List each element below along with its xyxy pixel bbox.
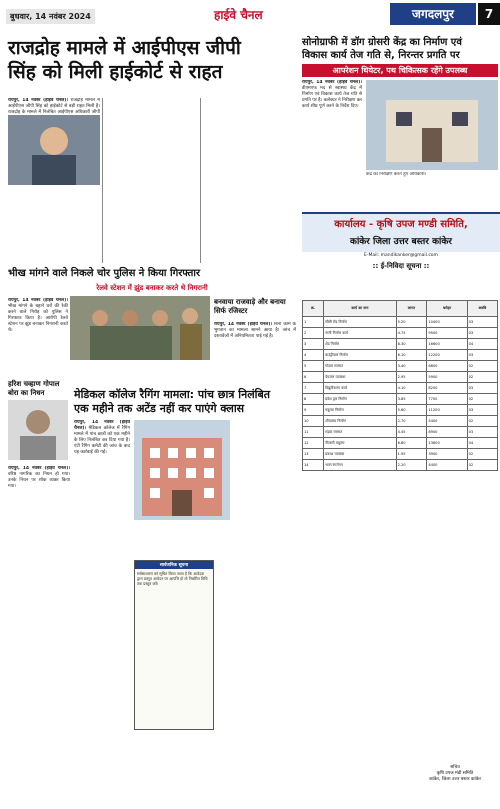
tender-cell: 8200 — [427, 383, 467, 394]
tender-cell: 03 — [467, 405, 497, 416]
column-rule — [102, 98, 103, 263]
tender-cell: 04 — [467, 438, 497, 449]
newspaper-brand: हाईवे चैनल — [214, 8, 263, 22]
tender-col-header: लागत — [396, 301, 427, 317]
tender-cell: सड़क मरम्मत — [324, 427, 396, 438]
obit-photo — [8, 400, 68, 460]
tender-subtitle: कांकेर जिला उत्तर बस्तर कांकेर — [350, 237, 452, 247]
ragging-body-text: मेडिकल कॉलेज में रैगिंग मामले में पांच छात्रों को एक महीने के लिए निलंबित कर दिया गया है। एंटी रैगिंग कमेटी की जांच के बाद यह कार्रवाई की गई। — [74, 426, 130, 455]
tender-cell: 2 — [303, 328, 324, 339]
tender-header — [302, 212, 500, 252]
tender-cell: 2.70 — [396, 416, 427, 427]
tender-cell: 03 — [467, 427, 497, 438]
tender-cell: 3900 — [427, 449, 467, 460]
tender-col-header: धरोहर — [427, 301, 467, 317]
tender-cell: 7700 — [427, 394, 467, 405]
arrest-subhead: रेलवे स्टेशन में झुंड बनाकर करते थे निगरानी — [96, 284, 208, 292]
tender-cell: 02 — [467, 460, 497, 471]
tender-cell: नाली निर्माण कार्य — [324, 328, 396, 339]
tender-cell: बाउंड्रीवाल निर्माण — [324, 350, 396, 361]
tender-row — [303, 361, 498, 372]
tender-row — [303, 416, 498, 427]
tender-cell: विद्युतीकरण कार्य — [324, 383, 396, 394]
tender-cell: 03 — [467, 350, 497, 361]
tender-row — [303, 317, 498, 328]
tender-cell: 6.80 — [396, 438, 427, 449]
ragging-dateline: रायपुर, 14 नवंबर (हाईवे चैनल)। — [74, 420, 130, 431]
ragging-body — [74, 420, 130, 520]
tender-cell: 7 — [303, 383, 324, 394]
classified-title: सार्वजनिक सूचना — [135, 561, 213, 569]
tender-cell: 03 — [467, 328, 497, 339]
arrest-photo — [70, 296, 210, 360]
issue-date: बुधवार, 14 नवंबर 2024 — [6, 9, 95, 24]
tender-cell: 8 — [303, 394, 324, 405]
ragging-headline — [74, 388, 298, 416]
tender-cell: 4.45 — [396, 427, 427, 438]
lead-headline — [8, 36, 298, 84]
tender-cell: 02 — [467, 394, 497, 405]
ragging-headline-line2: एक महीने तक अटेंड नहीं कर पाएंगे क्लास — [74, 402, 245, 415]
tender-cell: 11 — [303, 427, 324, 438]
tender-row — [303, 438, 498, 449]
tender-cell: 9500 — [427, 328, 467, 339]
tender-row — [303, 339, 498, 350]
tender-cell: नीलामी चबूतरा — [324, 438, 396, 449]
tender-cell: चबूतरा निर्माण — [324, 405, 396, 416]
tender-row — [303, 460, 498, 471]
tender-cell: 02 — [467, 449, 497, 460]
lead-headline-line1: राजद्रोह मामले में आईपीएस जीपी — [8, 37, 241, 59]
tender-col-header: क्र. — [303, 301, 324, 317]
bonus-dateline: रायपुर, 14 नवंबर (हाईवे चैनल)। — [214, 322, 273, 327]
tender-cell: 5.60 — [396, 405, 427, 416]
tender-cell: 13 — [303, 449, 324, 460]
tender-cell: 4.75 — [396, 328, 427, 339]
tender-cell: 12 — [303, 438, 324, 449]
obit-headline: हरिश चव्हाण गोपाल बोरा का निधन — [8, 380, 60, 397]
tender-cell: शेड निर्माण — [324, 339, 396, 350]
tender-cell: 10400 — [427, 317, 467, 328]
tender-email: E-Mail: mandikanker@gmail.com — [364, 253, 438, 258]
tender-signature: सचिव कृषि उपज मंडी समिति कांकेर, जिला उत्तर बस्तर कांकेर — [429, 765, 481, 782]
tender-table — [302, 300, 498, 471]
tender-cell: 2.20 — [396, 460, 427, 471]
tender-table-header — [303, 301, 498, 317]
tender-cell: 5.20 — [396, 317, 427, 328]
tender-cell: 2.95 — [396, 372, 427, 383]
tender-cell: 3 — [303, 339, 324, 350]
tender-cell: 6 — [303, 372, 324, 383]
tender-col-header: कार्य का नाम — [324, 301, 396, 317]
arrest-body-text: भीख मांगने के बहाने घरों की रेकी करने वाले गिरोह को पुलिस ने गिरफ्तार किया है। आरोपी रेलवे स्टेशन पर झुंड बनाकर निगरानी करते थे। — [8, 304, 68, 333]
tender-cell: 4400 — [427, 460, 467, 471]
tender-cell: 8.30 — [396, 339, 427, 350]
tender-cell: भवन रंगरोगन — [324, 460, 396, 471]
tender-cell: शौचालय निर्माण — [324, 416, 396, 427]
tender-row — [303, 328, 498, 339]
tender-cell: 10 — [303, 416, 324, 427]
top-right-caption: केंद्र का निरीक्षण करते हुए अधिकारी। — [366, 172, 427, 177]
top-right-photo — [366, 80, 498, 170]
obit-body — [8, 466, 70, 566]
tender-cell: 03 — [467, 317, 497, 328]
tender-cell: 6.10 — [396, 350, 427, 361]
tender-row — [303, 405, 498, 416]
tender-cell: 13600 — [427, 438, 467, 449]
tender-cell: 4 — [303, 350, 324, 361]
edition-city: जगदलपुर — [390, 3, 476, 25]
tender-cell: 3.40 — [396, 361, 427, 372]
tender-cell: 02 — [467, 416, 497, 427]
tender-cell: पेयजल व्यवस्था — [324, 372, 396, 383]
tender-cell: 02 — [467, 361, 497, 372]
tender-cell: 1 — [303, 317, 324, 328]
top-right-headline-line2: विकास कार्य तेज गति से, निरन्तर प्रगति पर — [302, 50, 460, 61]
tender-cell: 03 — [467, 383, 497, 394]
tender-cell: 5400 — [427, 416, 467, 427]
tender-row — [303, 394, 498, 405]
obit-body-text: वरिष्ठ नागरिक का निधन हो गया। उनके निधन पर शोक व्यक्त किया गया। — [8, 472, 70, 489]
tender-cell: 14 — [303, 460, 324, 471]
tender-row — [303, 350, 498, 361]
top-right-banner: आपरेशन थियेटर, पथ चिकित्सक रहेंगे उपलब्ध — [302, 64, 498, 77]
tender-cell: सीसी रोड निर्माण — [324, 317, 396, 328]
ragging-photo — [134, 420, 230, 520]
tender-cell: 5 — [303, 361, 324, 372]
bonus-headline: बनवाया राजवाड़े और बनाया सिर्फ रजिस्टर — [214, 298, 286, 315]
top-right-headline — [302, 36, 498, 62]
bonus-body-text: बिना काम के भुगतान का मामला सामने आया है। जांच में दस्तावेजों में अनियमितता पाई गई है। — [214, 322, 296, 339]
tender-cell: 04 — [467, 339, 497, 350]
arrest-headline: भीख मांगने वाले निकले चोर पुलिस ने किया गिरफ्तार — [8, 268, 201, 279]
page-number: 7 — [478, 3, 500, 25]
tender-cell: 3.85 — [396, 394, 427, 405]
lead-body: राजद्रोह मामले में आईपीएस जीपी सिंह को हाईकोर्ट से बड़ी राहत मिली है। राजद्रोह के मामले में निलंबित आईपीएस अधिकारी जीपी — [8, 98, 100, 115]
lead-photo — [8, 115, 100, 185]
tender-cell: 9 — [303, 405, 324, 416]
tender-title: कार्यालय - कृषि उपज मण्डी समिति, — [334, 219, 468, 230]
lead-headline-line2: सिंह को मिली हाईकोर्ट से राहत — [8, 61, 223, 83]
top-right-body-text: डीएमएफ मद से स्वास्थ्य केंद्र में निर्माण एवं विकास कार्य तेज गति से प्रगति पर है। कलेक्टर ने निरीक्षण कर कार्य शीघ्र पूर्ण करने के निर्देश दिए। — [302, 86, 362, 109]
arrest-body — [8, 298, 68, 373]
column-rule — [200, 98, 201, 263]
tender-row — [303, 427, 498, 438]
obit-dateline: रायपुर, 14 नवंबर (हाईवे चैनल)। — [8, 466, 70, 471]
tender-cell: 5900 — [427, 372, 467, 383]
tender-cell: 11200 — [427, 405, 467, 416]
tender-cell: गोदाम मरम्मत — [324, 361, 396, 372]
tender-row — [303, 449, 498, 460]
arrest-dateline: रायपुर, 14 नवंबर (हाईवे चैनल)। — [8, 298, 68, 303]
tender-col-header: अवधि — [467, 301, 497, 317]
classified-body: सर्वसाधारण को सूचित किया जाता है कि आवेदक द्वारा प्रस्तुत आवेदन पर आपत्ति हो तो निर्धारित तिथि तक प्रस्तुत करें। — [137, 571, 208, 586]
lead-dateline: रायपुर, 14 नवंबर (हाईवे चैनल)। — [8, 98, 69, 103]
top-right-dateline: रायपुर, 14 नवंबर (हाईवे चैनल)। — [302, 80, 362, 85]
ragging-headline-line1: मेडिकल कॉलेज रैगिंग मामला: पांच छात्र निलंबित — [74, 388, 271, 401]
tender-cell: 8900 — [427, 427, 467, 438]
tender-cell: प्रकाश व्यवस्था — [324, 449, 396, 460]
tender-table-body — [303, 317, 498, 471]
tender-row — [303, 383, 498, 394]
tender-cell: 6800 — [427, 361, 467, 372]
tender-cell: 1.95 — [396, 449, 427, 460]
tender-cell: 12200 — [427, 350, 467, 361]
tender-cell: 16600 — [427, 339, 467, 350]
top-right-body — [302, 80, 362, 208]
top-right-headline-line1: सोनोग्राफी में डॉग ग्रोसरी केंद्र का निर्माण एवं — [302, 37, 462, 48]
tender-row — [303, 372, 498, 383]
classified-box — [134, 560, 214, 730]
tender-notice-title: :: ई-निविदा सूचना :: — [372, 262, 430, 270]
tender-cell: 4.10 — [396, 383, 427, 394]
tender-cell: 02 — [467, 372, 497, 383]
tender-cell: प्रवेश द्वार निर्माण — [324, 394, 396, 405]
